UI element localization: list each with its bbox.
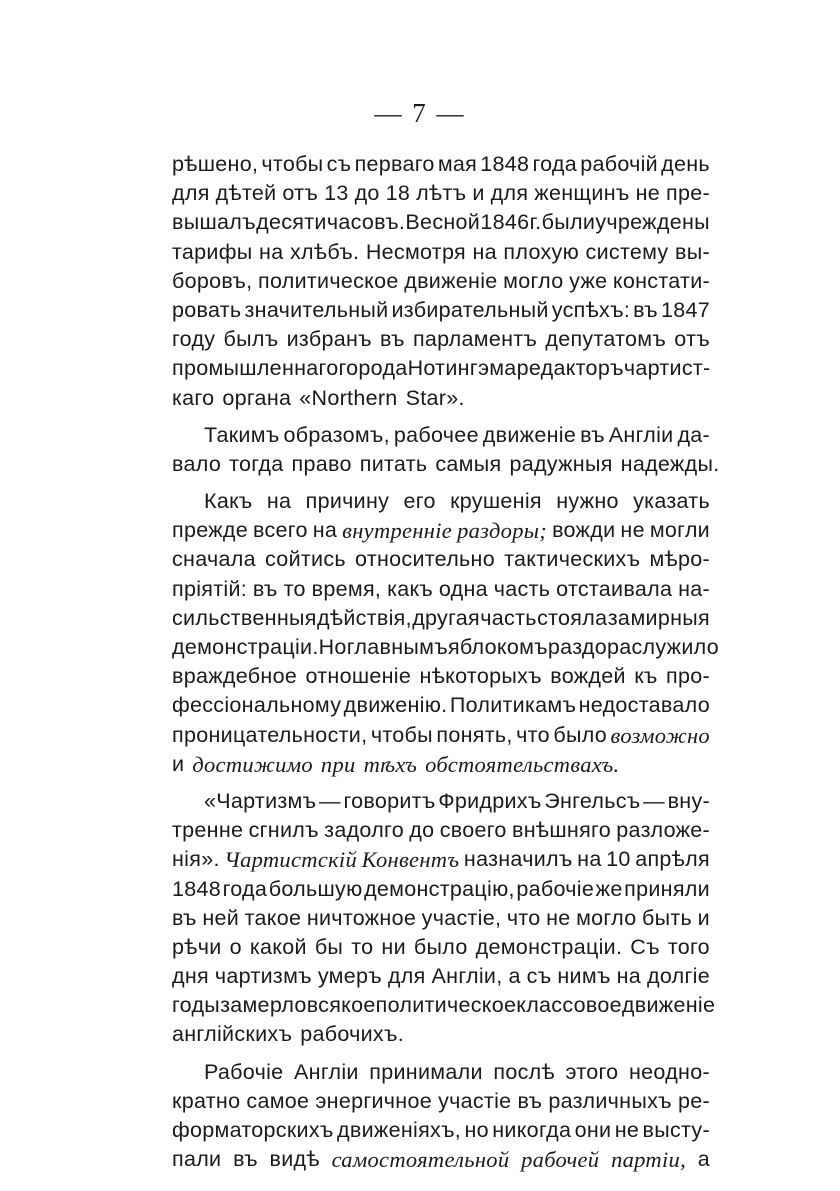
- text-line: [172, 296, 710, 325]
- word: Политикамъ: [449, 693, 577, 718]
- word: рабочихъ.: [300, 1022, 404, 1047]
- word: радужныя: [509, 451, 613, 476]
- word: города: [338, 356, 408, 381]
- word: часть: [493, 576, 551, 601]
- paragraph: [172, 1058, 710, 1175]
- text-line: [172, 1116, 710, 1145]
- word: мирныя: [630, 605, 710, 630]
- text-line: [172, 208, 710, 237]
- word: принимали: [369, 1059, 483, 1084]
- word: время,: [311, 576, 382, 601]
- word: прежде: [172, 518, 249, 543]
- word: такое: [244, 905, 302, 930]
- word: надежды.: [620, 451, 720, 476]
- word: кратно: [172, 1088, 241, 1113]
- word: ре-: [677, 1088, 710, 1113]
- word: пре-: [666, 181, 710, 206]
- word: были: [541, 210, 596, 235]
- word: партіи,: [611, 1147, 686, 1173]
- word: Но: [318, 635, 347, 659]
- text-line: [172, 1145, 710, 1174]
- word: одна: [438, 576, 488, 601]
- word: стояла: [537, 605, 608, 630]
- word: никогда: [492, 1118, 572, 1142]
- word: парламентъ: [412, 327, 538, 352]
- word: было: [413, 934, 468, 959]
- word: съ: [326, 152, 352, 176]
- word: десяти: [256, 210, 327, 235]
- word: они: [574, 1118, 612, 1142]
- word: чартист-: [623, 356, 711, 381]
- word: Такимъ: [204, 422, 280, 447]
- word: относительно: [355, 547, 495, 572]
- word: на-: [678, 576, 710, 601]
- body-text: [172, 150, 720, 1174]
- text-line: [172, 633, 720, 662]
- word: различныхъ: [548, 1088, 672, 1113]
- text-line: [172, 904, 710, 933]
- text-line: [172, 604, 710, 633]
- word: въ: [517, 1088, 543, 1113]
- text-line: [172, 421, 710, 450]
- paragraph: [172, 150, 710, 413]
- word: высту-: [642, 1118, 710, 1142]
- word: большую: [268, 876, 363, 901]
- word: ни: [381, 934, 406, 959]
- word: причину: [305, 489, 390, 514]
- text-line: [172, 845, 710, 874]
- word: всякое: [306, 993, 376, 1018]
- word: умеръ: [317, 964, 382, 989]
- text-line: [172, 179, 710, 208]
- word: редакторъ: [516, 356, 624, 381]
- word: отстаивала: [556, 576, 673, 601]
- word: Англіи: [294, 1059, 359, 1084]
- word: демонстраціи.: [475, 934, 623, 959]
- word: того: [667, 934, 710, 959]
- word: видѣ: [269, 1147, 320, 1172]
- word: Англіи: [608, 422, 674, 447]
- word: вождей: [550, 664, 626, 689]
- word: Энгельсъ: [544, 788, 641, 813]
- word: въ: [633, 297, 658, 322]
- word: году: [172, 327, 216, 352]
- word: вы-: [675, 239, 710, 264]
- word: не: [546, 905, 571, 930]
- word: уже: [569, 268, 608, 293]
- word: 10: [606, 847, 631, 872]
- word: а: [697, 1147, 710, 1172]
- word: органа: [222, 385, 292, 410]
- word: дѣтей: [215, 181, 277, 206]
- word: Нотингэма: [407, 356, 517, 381]
- word: нимъ: [557, 964, 611, 989]
- word: понять,: [436, 722, 513, 747]
- word: не: [635, 181, 661, 206]
- text-line: [172, 816, 710, 845]
- word: рѣчи: [172, 934, 222, 959]
- word: Англіи,: [431, 964, 503, 989]
- word: вну-: [667, 788, 710, 813]
- word: тренне: [172, 818, 244, 843]
- word: крушенія: [450, 489, 542, 514]
- word: а: [508, 964, 521, 989]
- word: успѣхъ:: [551, 297, 631, 322]
- word: 13: [324, 181, 349, 206]
- word: тактическихъ: [504, 547, 641, 572]
- word: было: [553, 722, 608, 747]
- word: систему: [585, 239, 669, 264]
- word: раздоры;: [457, 518, 548, 544]
- word: вышалъ: [172, 210, 256, 235]
- word: Фридрихъ: [438, 788, 542, 813]
- word: нужно: [556, 489, 619, 514]
- word: враждебное: [172, 664, 298, 689]
- word: отъ: [674, 327, 710, 352]
- word: обстоятельствахъ.: [425, 751, 620, 777]
- word: на: [577, 847, 602, 872]
- word: въ: [252, 576, 278, 601]
- word: классовое: [516, 993, 622, 1018]
- word: часовъ.: [326, 210, 406, 235]
- word: что: [516, 722, 550, 747]
- word: самое: [246, 1088, 310, 1113]
- word: бы: [314, 934, 344, 959]
- word: служило: [631, 635, 720, 659]
- text-line: [172, 1020, 710, 1049]
- word: —: [643, 788, 665, 813]
- text-line: [172, 575, 710, 604]
- word: право: [291, 451, 352, 476]
- word: для: [490, 181, 529, 206]
- word: движенію.: [343, 693, 448, 718]
- word: другая: [412, 605, 480, 630]
- word: мѣро-: [649, 547, 710, 572]
- word: былъ: [223, 327, 279, 352]
- word: часть: [480, 605, 537, 630]
- word: его: [403, 489, 436, 514]
- word: Весной: [405, 210, 481, 235]
- word: достижимо: [192, 751, 313, 777]
- word: Чартистскій: [224, 847, 358, 873]
- word: разложе-: [616, 818, 710, 843]
- word: учреждены: [595, 210, 710, 235]
- word: 1848: [480, 152, 530, 176]
- word: для: [387, 964, 426, 989]
- word: форматорскихъ: [172, 1118, 334, 1142]
- word: проницательности,: [172, 722, 368, 747]
- word: яблокомъ: [447, 635, 548, 659]
- word: промышленнаго: [172, 356, 339, 381]
- word: что: [506, 905, 541, 930]
- word: не: [620, 518, 645, 543]
- word: 18: [385, 181, 411, 206]
- word: «Northern: [299, 385, 398, 410]
- word: могли: [649, 518, 710, 543]
- word: возможно: [610, 722, 710, 748]
- word: ничтожное: [306, 905, 417, 930]
- word: не: [614, 1118, 640, 1142]
- text-line: [172, 487, 710, 516]
- word: про-: [666, 664, 710, 689]
- word: хлѣбъ.: [289, 239, 360, 264]
- word: 1846: [480, 210, 530, 235]
- word: могло: [503, 268, 564, 293]
- word: политическое: [375, 993, 517, 1018]
- word: отношеніе: [305, 664, 412, 689]
- text-line: [172, 545, 710, 574]
- word: всего: [253, 518, 308, 543]
- word: могло: [576, 905, 637, 930]
- word: чтобы: [370, 722, 433, 747]
- text-line: [172, 238, 710, 267]
- word: долгіе: [647, 964, 710, 989]
- word: участіе,: [421, 905, 502, 930]
- word: мая: [437, 152, 478, 176]
- word: неодно-: [629, 1059, 710, 1084]
- text-line: [172, 991, 716, 1020]
- word: нѣкоторыхъ: [419, 664, 542, 689]
- word: къ: [634, 664, 658, 689]
- word: лѣтъ: [416, 181, 467, 206]
- word: дѣйствія,: [317, 605, 412, 630]
- text-line: [172, 450, 720, 479]
- word: сначала: [172, 547, 256, 572]
- word: англійскихъ: [172, 1022, 293, 1047]
- word: при: [320, 751, 356, 777]
- word: движеніе: [482, 422, 577, 447]
- word: движеніяхъ,: [337, 1118, 462, 1142]
- word: боровъ,: [172, 268, 253, 293]
- word: Star».: [405, 385, 465, 410]
- word: говоритъ: [343, 788, 436, 813]
- word: нія».: [172, 847, 220, 872]
- word: тарифы: [172, 239, 253, 264]
- word: «Чартизмъ: [204, 788, 317, 813]
- text-line: [172, 933, 710, 962]
- word: на: [259, 239, 284, 264]
- word: ней: [202, 905, 240, 930]
- word: своего: [439, 818, 507, 843]
- word: сильственныя: [172, 605, 317, 630]
- text-line: [172, 662, 710, 691]
- word: сгнилъ: [248, 818, 319, 843]
- word: въ: [580, 422, 605, 447]
- word: до: [354, 181, 380, 206]
- word: внѣшняго: [512, 818, 611, 843]
- word: депутатомъ: [545, 327, 667, 352]
- word: тѣхъ: [363, 751, 418, 777]
- word: день: [661, 152, 710, 176]
- word: каго: [172, 385, 215, 410]
- text-line: [172, 721, 710, 750]
- word: за: [607, 605, 631, 630]
- word: какой: [249, 934, 307, 959]
- word: демонстраціи.: [172, 635, 319, 659]
- word: быть: [642, 905, 693, 930]
- word: этого: [565, 1059, 619, 1084]
- text-line: [172, 516, 710, 545]
- word: рѣшено,: [172, 152, 259, 176]
- text-line: [172, 267, 710, 296]
- text-line: [172, 1087, 710, 1116]
- word: о: [229, 934, 242, 959]
- word: питать: [359, 451, 428, 476]
- word: движеніе: [621, 993, 716, 1018]
- word: апрѣля: [635, 847, 710, 872]
- word: Рабочіе: [204, 1059, 284, 1084]
- word: замерло: [220, 993, 307, 1018]
- word: пали: [172, 1147, 222, 1172]
- word: отъ: [282, 181, 319, 206]
- word: избирательный: [391, 297, 549, 322]
- word: годы: [172, 993, 221, 1018]
- paragraph: [172, 421, 720, 479]
- word: недоставало: [578, 693, 710, 718]
- word: Несмотря: [365, 239, 466, 264]
- word: назначилъ: [463, 847, 573, 872]
- word: избранъ: [286, 327, 372, 352]
- text-line: [172, 1058, 710, 1087]
- text-line: [172, 787, 710, 816]
- text-line: [172, 384, 710, 413]
- word: да-: [677, 422, 710, 447]
- word: образомъ,: [283, 422, 390, 447]
- text-line: [172, 354, 710, 383]
- word: 1848: [172, 876, 222, 901]
- word: г.: [529, 210, 542, 235]
- word: перваго: [354, 152, 435, 176]
- word: указать: [633, 489, 710, 514]
- word: и: [472, 181, 485, 206]
- word: то: [351, 934, 374, 959]
- word: чтобы: [261, 152, 324, 176]
- text-line: [172, 150, 710, 179]
- word: въ: [233, 1147, 258, 1172]
- word: на: [616, 964, 642, 989]
- word: раздора: [547, 635, 632, 659]
- word: рабочій: [580, 152, 658, 176]
- word: съ: [526, 964, 552, 989]
- word: до: [409, 818, 435, 843]
- word: Съ: [630, 934, 660, 959]
- word: какъ: [387, 576, 433, 601]
- word: тогда: [229, 451, 284, 476]
- paragraph: [172, 487, 720, 779]
- page-number: — 7 —: [374, 98, 466, 128]
- word: плохую: [503, 239, 579, 264]
- word: движеніе: [404, 268, 498, 293]
- word: ровать: [172, 297, 242, 322]
- word: рабочей: [521, 1147, 600, 1173]
- word: задолго: [324, 818, 404, 843]
- word: для: [172, 181, 210, 206]
- word: и: [172, 751, 185, 776]
- word: участіе: [438, 1088, 512, 1113]
- word: же: [595, 876, 623, 901]
- word: въ: [172, 905, 197, 930]
- word: приняли: [624, 876, 710, 901]
- word: —: [319, 788, 341, 813]
- word: сойтись: [265, 547, 346, 572]
- word: самостоятельной: [331, 1147, 510, 1173]
- word: демонстрацію,: [364, 876, 515, 901]
- word: года: [222, 876, 268, 901]
- text-line: [172, 962, 710, 991]
- word: то: [283, 576, 306, 601]
- word: пріятій:: [172, 576, 248, 601]
- word: главнымъ: [346, 635, 448, 659]
- word: послѣ: [493, 1059, 555, 1084]
- word: года: [532, 152, 578, 176]
- text-line: [172, 691, 710, 720]
- text-line: [172, 750, 710, 779]
- text-line: [172, 325, 710, 354]
- word: фессіональному: [172, 693, 342, 718]
- word: на: [312, 518, 338, 543]
- word: констати-: [612, 268, 710, 293]
- paragraph: [172, 787, 716, 1050]
- word: значительный: [244, 297, 389, 322]
- word: 1847: [660, 297, 710, 322]
- word: внутренніе: [342, 518, 453, 544]
- word: политическое: [258, 268, 399, 293]
- word: на: [266, 489, 292, 514]
- word: вало: [172, 451, 222, 476]
- word: дня: [172, 964, 209, 989]
- word: рабочіе: [516, 876, 595, 901]
- word: въ: [380, 327, 405, 352]
- word: чартизмъ: [214, 964, 312, 989]
- word: но: [464, 1118, 489, 1142]
- word: энергичное: [315, 1088, 432, 1113]
- word: и: [697, 905, 710, 930]
- word: женщинъ: [534, 181, 630, 206]
- word: вожди: [552, 518, 616, 543]
- word: Конвентъ: [361, 847, 460, 873]
- word: рабочее: [393, 422, 479, 447]
- word: Какъ: [204, 489, 253, 514]
- word: самыя: [435, 451, 502, 476]
- word: на: [472, 239, 497, 264]
- text-line: [172, 875, 710, 904]
